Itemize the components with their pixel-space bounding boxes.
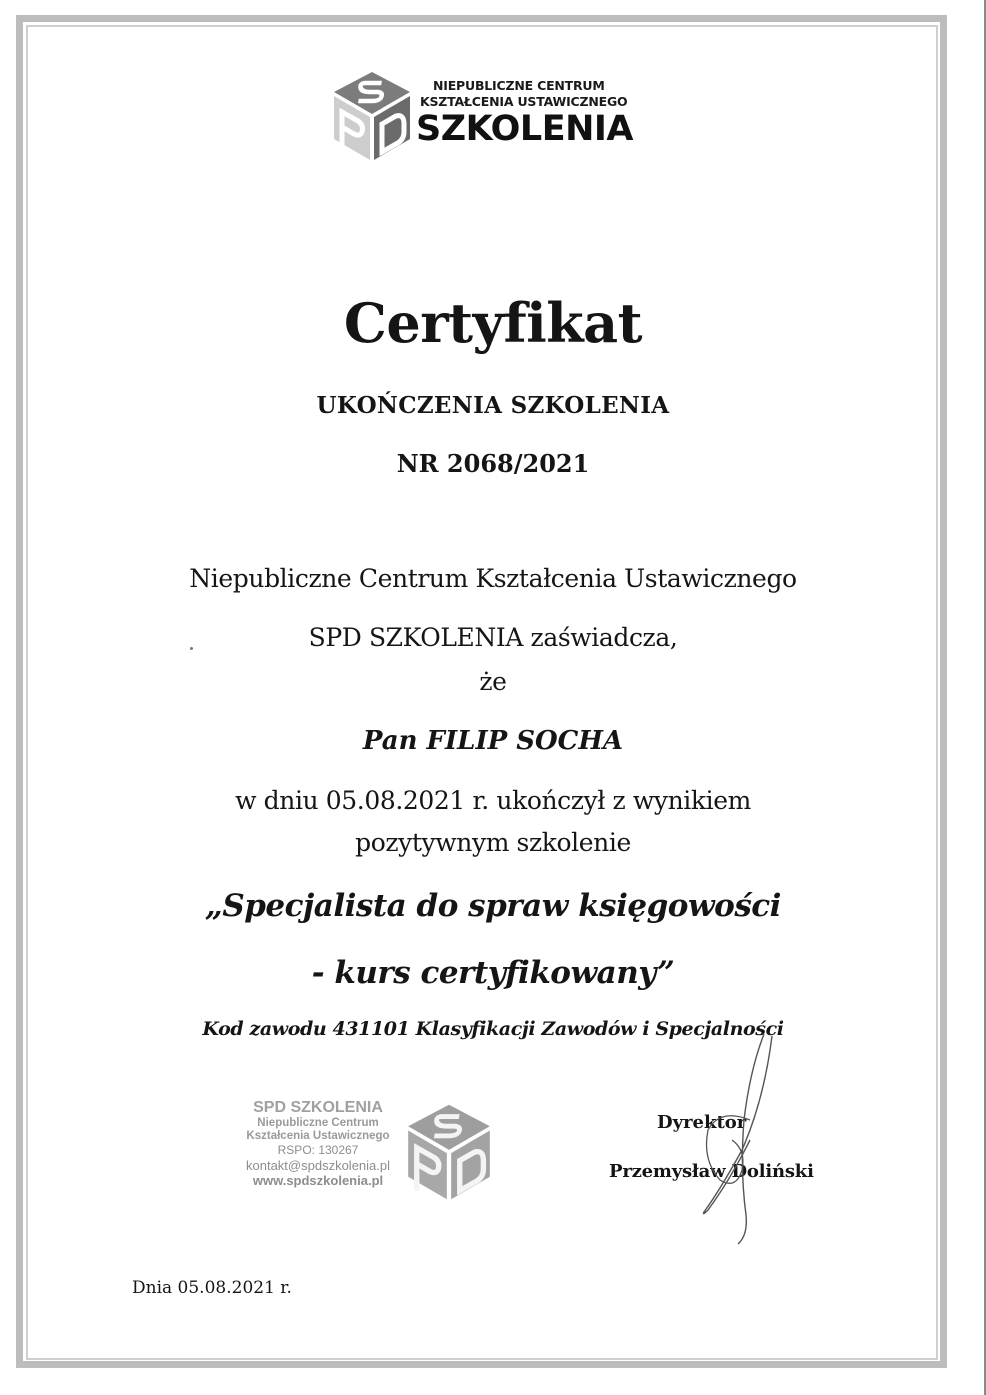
signatory-name: Przemysław Doliński (609, 1161, 814, 1182)
stamp-company-name: SPD SZKOLENIA (253, 1099, 383, 1116)
stamp-rspo: RSPO: 130267 (277, 1143, 359, 1157)
header-logo (332, 70, 632, 162)
occupation-code: Kod zawodu 431101 Klasyfikacji Zawodów i Specjalności (202, 1018, 784, 1040)
certificate-title: Certyfikat (343, 291, 643, 355)
course-name-line-2: - kurs certyfikowany” (311, 955, 675, 991)
spd-cube-logo-icon (332, 70, 412, 162)
issuer-line-2: SPD SZKOLENIA zaświadcza, (308, 623, 678, 652)
signatory-title: Dyrektor (657, 1112, 747, 1133)
logo-line-2: KSZTAŁCENIA USTAWICZNEGO (420, 94, 628, 109)
course-name-line-1: „Specjalista do spraw księgowości (205, 888, 781, 924)
stamp-line-3: Kształcenia Ustawicznego (246, 1130, 390, 1142)
recipient-name: Pan FILIP SOCHA (362, 726, 624, 756)
certificate-subtitle: UKOŃCZENIA SZKOLENIA (316, 392, 670, 419)
stamp-website: www.spdszkolenia.pl (252, 1173, 384, 1188)
completion-line-1: w dniu 05.08.2021 r. ukończył z wynikiem (235, 786, 751, 815)
stamp-email: kontakt@spdszkolenia.pl (246, 1158, 390, 1173)
issue-date: Dnia 05.08.2021 r. (132, 1278, 292, 1298)
certificate-number: NR 2068/2021 (396, 449, 590, 478)
completion-line-2: pozytywnym szkolenie (355, 828, 631, 857)
issuer-line-1: Niepubliczne Centrum Kształcenia Ustawicznego (189, 564, 797, 593)
stamp-cube-logo-icon (406, 1102, 492, 1202)
company-stamp (232, 1098, 497, 1208)
logo-line-3: SZKOLENIA (416, 109, 634, 149)
logo-line-1: NIEPUBLICZNE CENTRUM (433, 78, 605, 93)
stamp-line-2: Niepubliczne Centrum (257, 1117, 379, 1129)
that-word: że (479, 667, 507, 696)
